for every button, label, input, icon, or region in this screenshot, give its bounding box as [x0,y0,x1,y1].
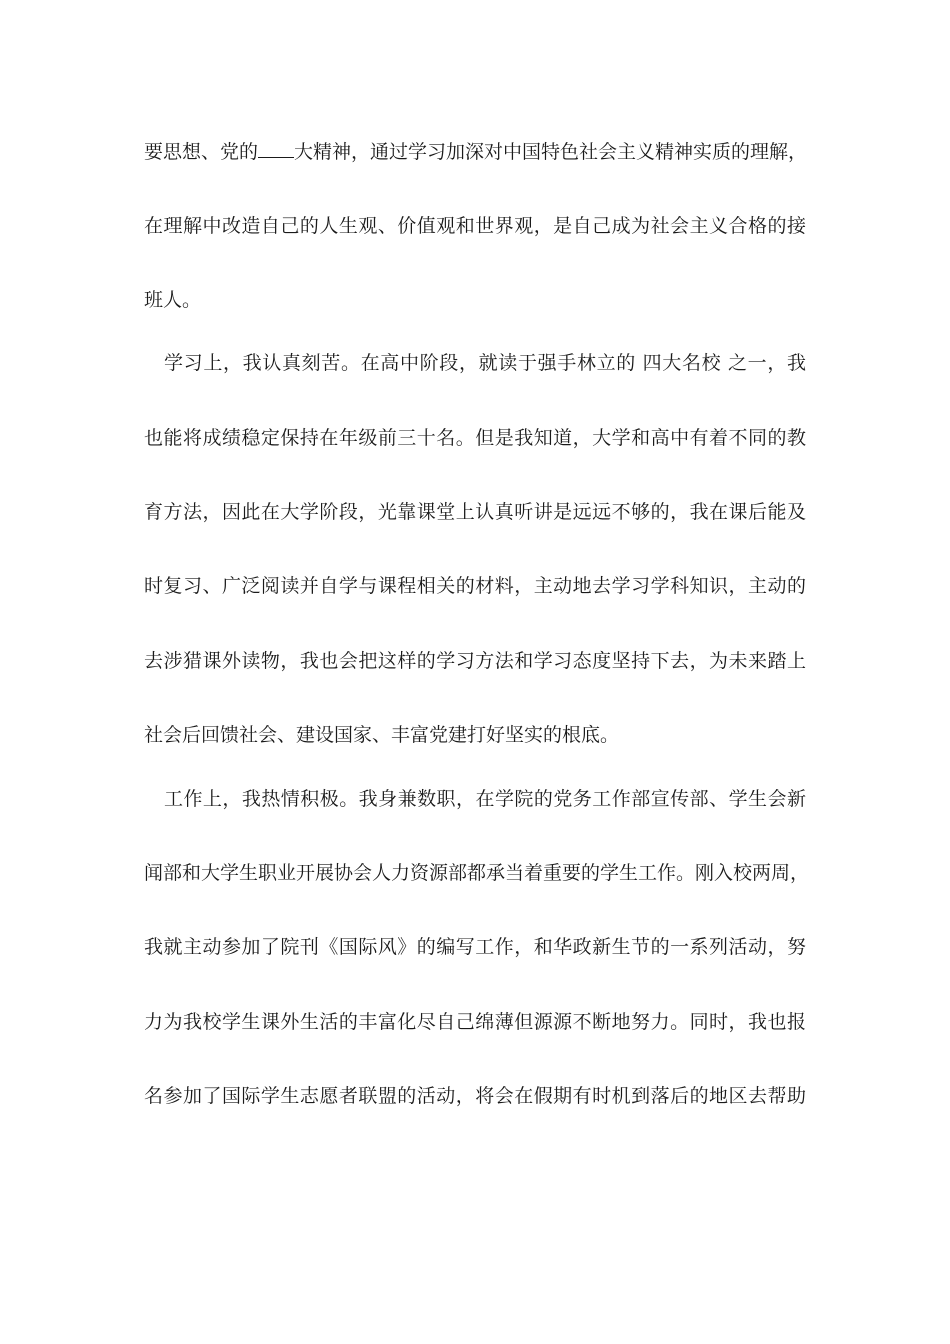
text-segment: 要思想、党的 [144,141,259,163]
text-line: 育方法，因此在大学阶段，光靠课堂上认真听讲是远远不够的，我在课后能及 [144,501,806,523]
text-line: 社会后回馈社会、建设国家、丰富党建打好坚实的根底。 [144,724,620,746]
text-line: 力为我校学生课外生活的丰富化尽自己绵薄但源源不断地努力。同时，我也报 [144,1011,806,1033]
text-line: 闻部和大学生职业开展协会人力资源部都承当着重要的学生工作。刚入校两周， [144,862,810,884]
text-line [144,137,806,167]
text-line: 去涉猎课外读物，我也会把这样的学习方法和学习态度坚持下去，为未来踏上 [144,650,806,672]
text-line: 时复习、广泛阅读并自学与课程相关的材料，主动地去学习学科知识，主动的 [144,575,806,597]
text-line: 名参加了国际学生志愿者联盟的活动，将会在假期有时机到落后的地区去帮助 [144,1085,806,1107]
fill-in-blank [258,139,294,158]
text-line: 也能将成绩稳定保持在年级前三十名。但是我知道，大学和高中有着不同的教 [144,427,806,449]
text-line: 我就主动参加了院刊《国际风》的编写工作，和华政新生节的一系列活动，努 [144,936,806,958]
text-line: 工作上，我热情积极。我身兼数职，在学院的党务工作部宣传部、学生会新 [164,788,806,810]
text-segment: 大精神，通过学习加深对中国特色社会主义精神实质的理解， [294,141,808,163]
text-line: 学习上，我认真刻苦。在高中阶段，就读于强手林立的 四大名校 之一，我 [164,352,806,374]
text-line: 班人。 [144,289,202,311]
text-line: 在理解中改造自己的人生观、价值观和世界观，是自己成为社会主义合格的接 [144,215,806,237]
